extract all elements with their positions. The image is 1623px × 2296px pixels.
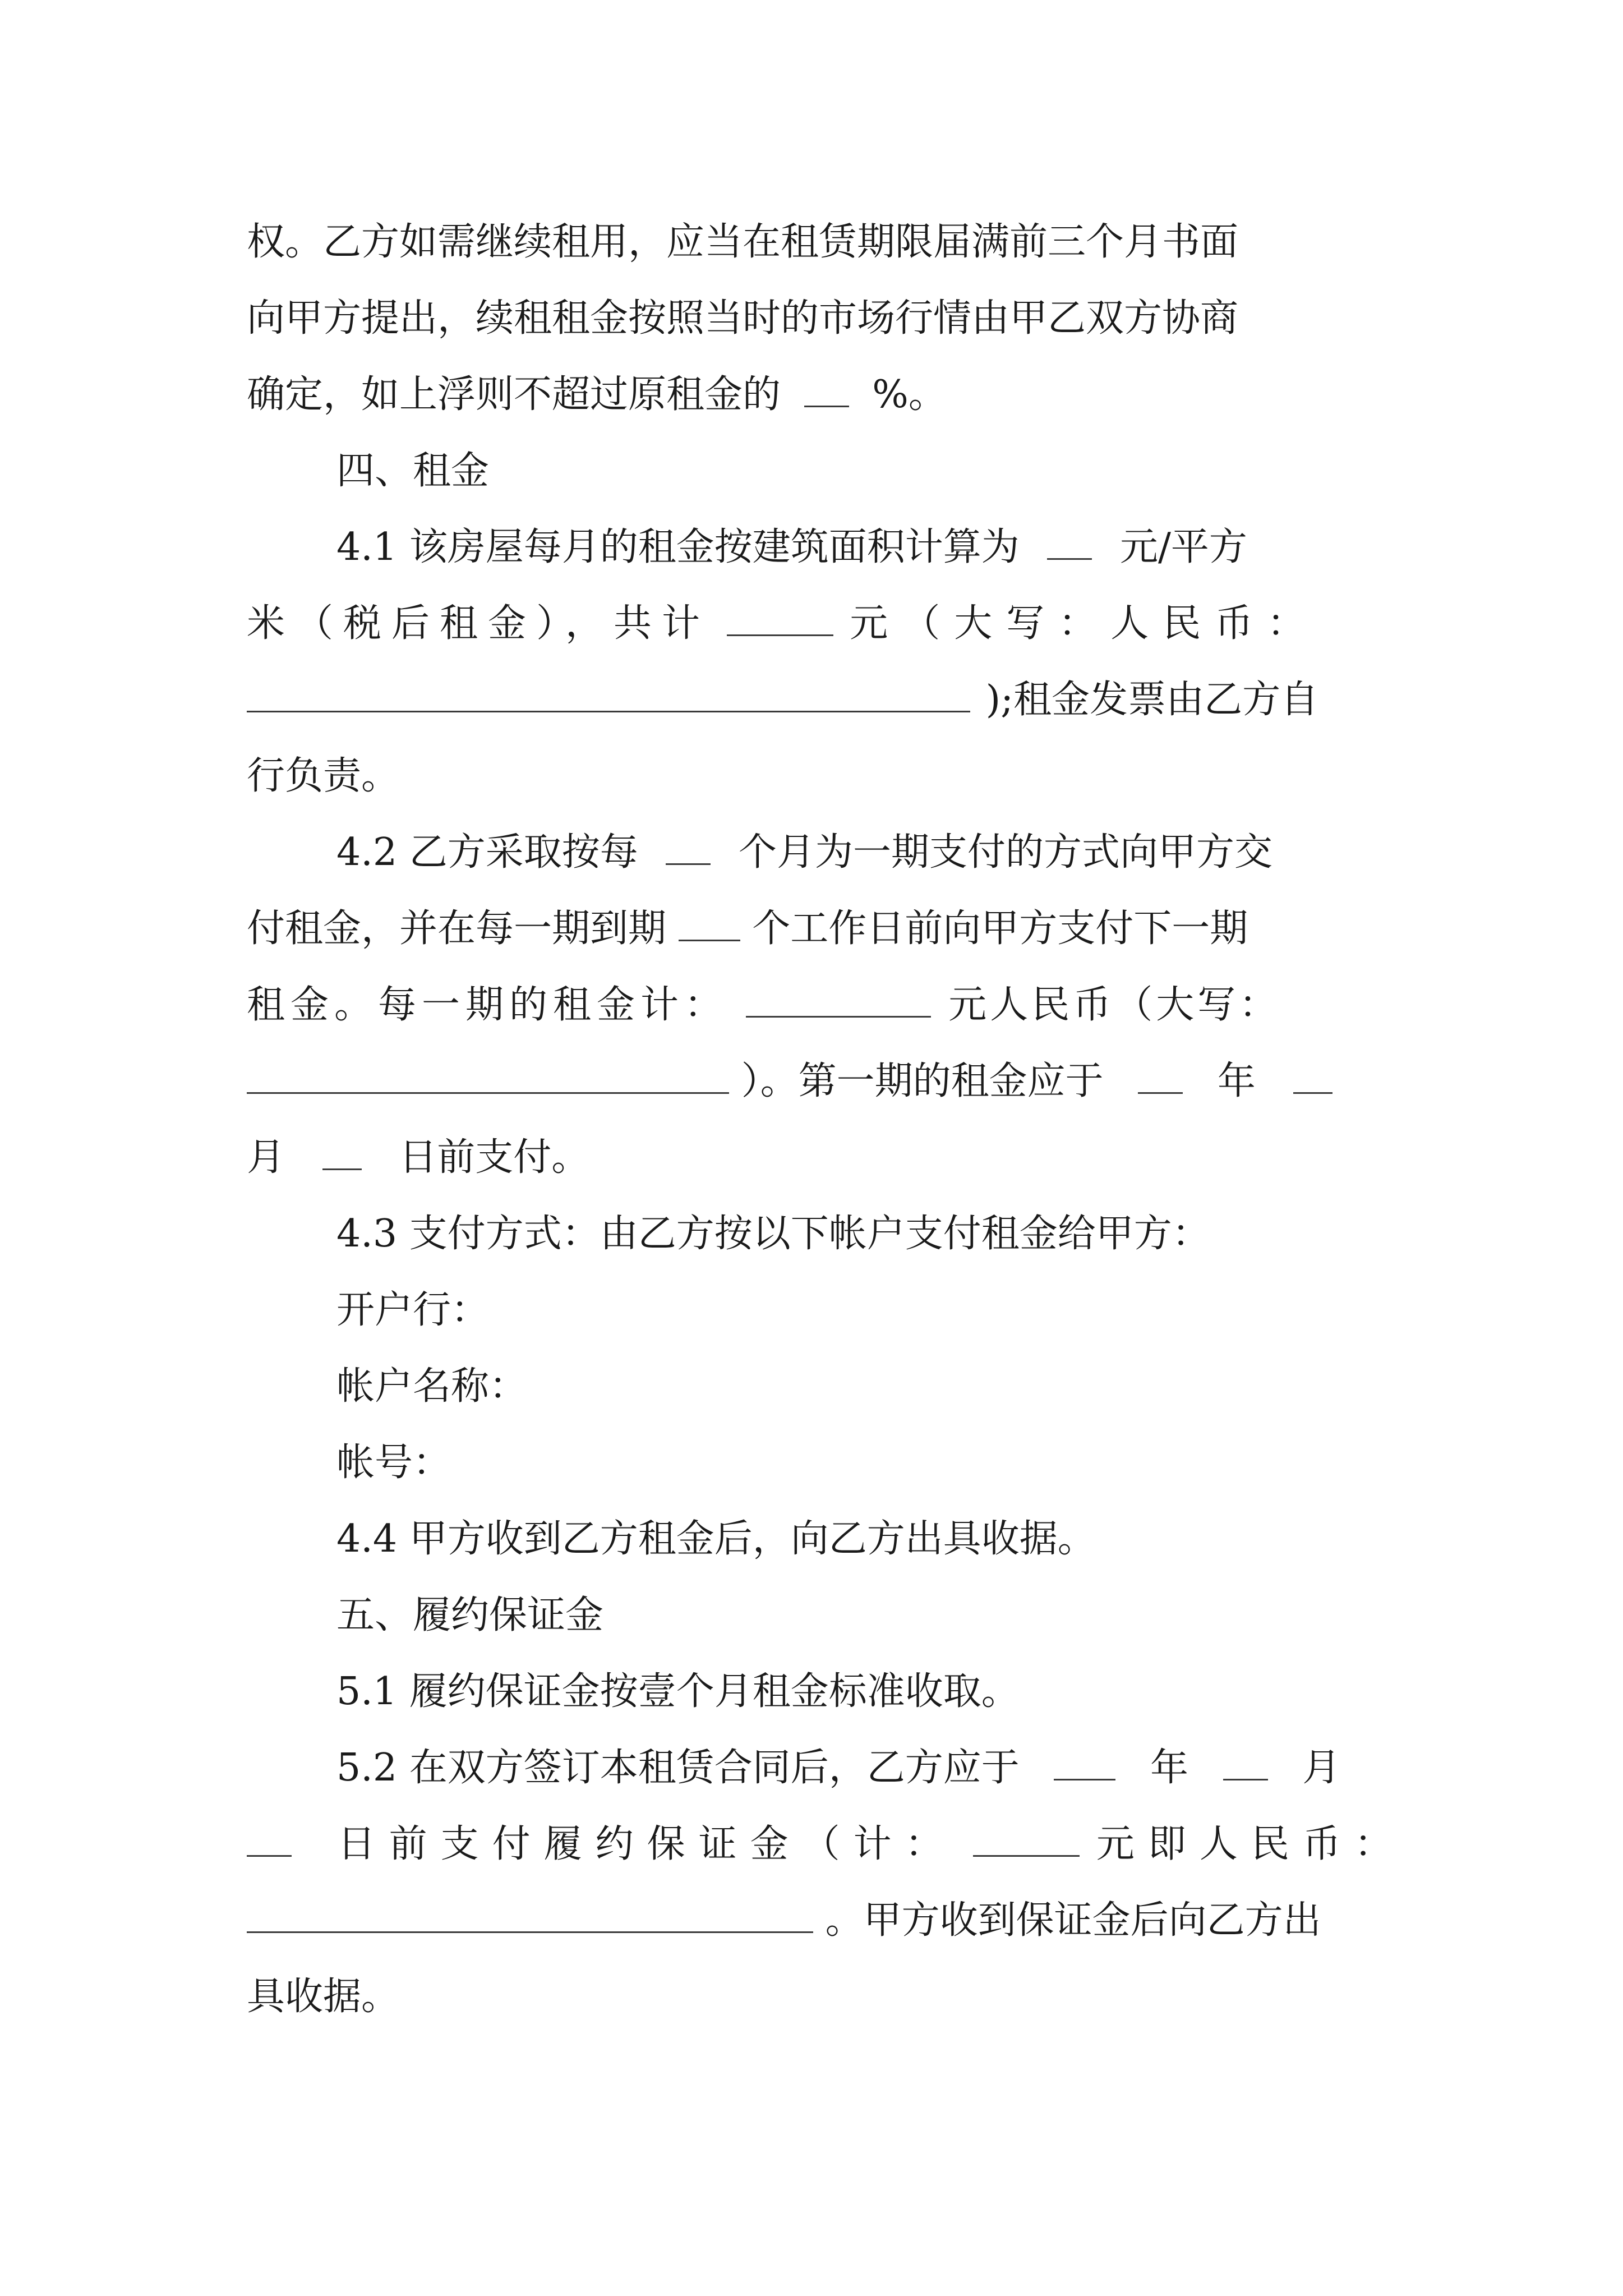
text-segment: 日前支付履约保证金（计：: [337, 1822, 957, 1866]
fill-in-blank[interactable]: [804, 361, 849, 407]
fill-in-blank[interactable]: [666, 818, 711, 865]
text-segment: 开户行：: [336, 1288, 490, 1332]
text-segment: 。甲方收到保证金后向乙方出: [825, 1898, 1321, 1943]
text-line: [247, 357, 1385, 433]
text-segment: 5.2 在双方签订本租赁合同后，乙方应于: [336, 1746, 1020, 1790]
text-line: [247, 280, 1385, 357]
text-segment: 帐户名称：: [336, 1364, 528, 1409]
fill-in-blank[interactable]: [1054, 1734, 1115, 1780]
text-segment: 元即人民币：: [1096, 1822, 1406, 1866]
text-line: [247, 204, 1385, 280]
fill-in-blank[interactable]: [746, 971, 931, 1018]
section-heading: [336, 433, 1385, 509]
clause-line: [336, 1501, 1385, 1577]
text-segment: 权。乙方如需继续租用，应当在租赁期限届满前三个月书面: [247, 220, 1239, 264]
text-segment: 元（大写：人民币：: [850, 601, 1320, 646]
text-segment: );租金发票由乙方自: [985, 678, 1319, 722]
text-segment: 月: [247, 1135, 285, 1180]
fill-in-blank[interactable]: [247, 666, 970, 712]
fill-in-blank[interactable]: [247, 1887, 813, 1933]
fill-in-blank[interactable]: [1047, 513, 1092, 560]
text-segment: 日前支付。: [399, 1135, 590, 1180]
text-line: [247, 1806, 1406, 1883]
text-segment: 年: [1150, 1746, 1189, 1790]
field-label-account-name: [336, 1349, 1385, 1425]
text-segment: 5.1 履约保证金按壹个月租金标准收取。: [336, 1669, 1020, 1714]
text-segment: 个月为一期支付的方式向甲方交: [739, 830, 1273, 875]
text-segment: 元人民币（大写：: [948, 983, 1281, 1027]
fill-in-blank[interactable]: [727, 590, 833, 636]
text-segment: 4.3 支付方式：由乙方按以下帐户支付租金给甲方：: [336, 1212, 1210, 1256]
text-segment: 月: [1302, 1746, 1341, 1790]
section-heading-text: 四、租金: [336, 449, 490, 493]
text-segment: 4.2 乙方采取按每: [336, 830, 638, 875]
text-segment: %。: [872, 372, 947, 417]
clause-line: [336, 815, 1385, 891]
text-line: [247, 586, 1385, 662]
text-line: [247, 1883, 1385, 1959]
text-line: [247, 1120, 1385, 1196]
clause-line: [336, 1654, 1385, 1730]
text-segment: 元/平方: [1120, 525, 1247, 569]
text-segment: 个工作日前向甲方支付下一期: [752, 907, 1248, 951]
text-line: [247, 738, 1385, 815]
text-segment: 4.1 该房屋每月的租金按建筑面积计算为: [336, 525, 1020, 569]
text-segment: 行负责。: [247, 754, 400, 798]
text-segment: 帐号：: [336, 1441, 451, 1485]
text-segment: 确定，如上浮则不超过原租金的: [247, 372, 781, 417]
field-label-bank: [336, 1272, 1385, 1349]
text-line: [247, 891, 1385, 967]
text-segment: 具收据。: [247, 1975, 400, 2019]
field-label-account-number: [336, 1425, 1385, 1501]
text-line: [247, 967, 1385, 1043]
clause-line: [336, 1730, 1385, 1806]
section-heading: [336, 1577, 1385, 1654]
text-line: [247, 1959, 1385, 2035]
fill-in-blank[interactable]: [973, 1810, 1080, 1857]
text-line: [247, 1043, 1385, 1120]
clause-line: [336, 1196, 1385, 1272]
text-segment: 付租金，并在每一期到期: [247, 907, 667, 951]
fill-in-blank[interactable]: [679, 895, 740, 941]
text-segment: 租金。每一期的租金计：: [247, 983, 728, 1027]
text-segment: 向甲方提出，续租租金按照当时的市场行情由甲乙双方协商: [247, 296, 1239, 341]
text-segment: 年: [1217, 1059, 1256, 1103]
fill-in-blank[interactable]: [322, 1124, 362, 1170]
fill-in-blank[interactable]: [1223, 1734, 1268, 1780]
section-heading-text: 五、履约保证金: [336, 1593, 604, 1637]
fill-in-blank[interactable]: [247, 1047, 729, 1094]
fill-in-blank[interactable]: [1138, 1047, 1183, 1094]
text-segment: ）。第一期的租金应于: [741, 1059, 1104, 1103]
text-line: [247, 662, 1385, 738]
clause-line: [336, 509, 1385, 586]
fill-in-blank[interactable]: [247, 1810, 292, 1857]
text-segment: 米（税后租金），共计: [247, 601, 711, 646]
fill-in-blank[interactable]: [1293, 1047, 1332, 1094]
text-segment: 4.4 甲方收到乙方租金后，向乙方出具收据。: [336, 1517, 1096, 1561]
